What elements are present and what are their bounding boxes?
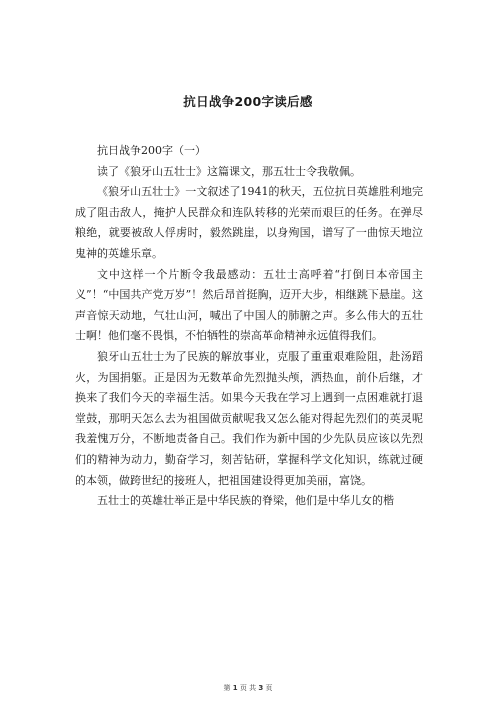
paragraph: 狼牙山五壮士为了民族的解放事业，克服了重重艰难险阻，赴汤蹈火，为国捐躯。正是因为无数革命先烈抛头颅，洒热血，前仆后继，才换来了我们今天的幸福生活。如果今天我在学习上遇到一点困难就打退堂鼓，那明天怎么去为祖国做贡献呢我又怎么能对得起先烈们的英灵呢我羞愧万分，不断地责备自己。我们作为新中国的少先队员应该以先烈们的精神为动力，勤奋学习，刻苦钻研，掌握科学文化知识，练就过硬的本领，做跨世纪的接班人，把祖国建设得更加美丽，富饶。	[75, 349, 423, 487]
paragraph: 文中这样一个片断令我最感动：五壮士高呼着“打倒日本帝国主义”！“中国共产党万岁”！然后昂首挺胸，迈开大步，相继跳下悬崖。这声音惊天动地，气壮山河，喊出了中国人的肺腑之声。多么伟大的五壮士啊！他们毫不畏惧，不怕牺牲的崇高革命精神永远值得我们。	[75, 267, 423, 343]
total-pages-number: 3	[258, 684, 264, 692]
paragraph: 《狼牙山五壮士》一文叙述了1941的秋天，五位抗日英雄胜利地完成了阻击敌人，掩护人民群众和连队转移的光荣而艰巨的任务。在弹尽粮绝，就要被敌人俘虏时，毅然跳崖，以身殉国，谱写了一曲惊天地泣鬼神的英雄乐章。	[75, 185, 423, 260]
paragraph: 五壮士的英雄壮举正是中华民族的脊梁，他们是中华儿女的楷	[97, 494, 394, 508]
paragraph: 读了《狼牙山五壮士》这篇课文，那五壮士令我敬佩。	[97, 164, 361, 178]
page-number-footer	[0, 683, 496, 693]
paragraph-section-heading: 抗日战争200字（一）	[97, 144, 206, 157]
footer-middle: 页 共	[239, 684, 257, 692]
document-title: 抗日战争200字读后感	[183, 94, 313, 109]
document-body	[75, 141, 423, 512]
footer-suffix: 页	[265, 684, 273, 692]
footer-prefix: 第	[223, 684, 231, 692]
current-page-number: 1	[232, 684, 238, 692]
